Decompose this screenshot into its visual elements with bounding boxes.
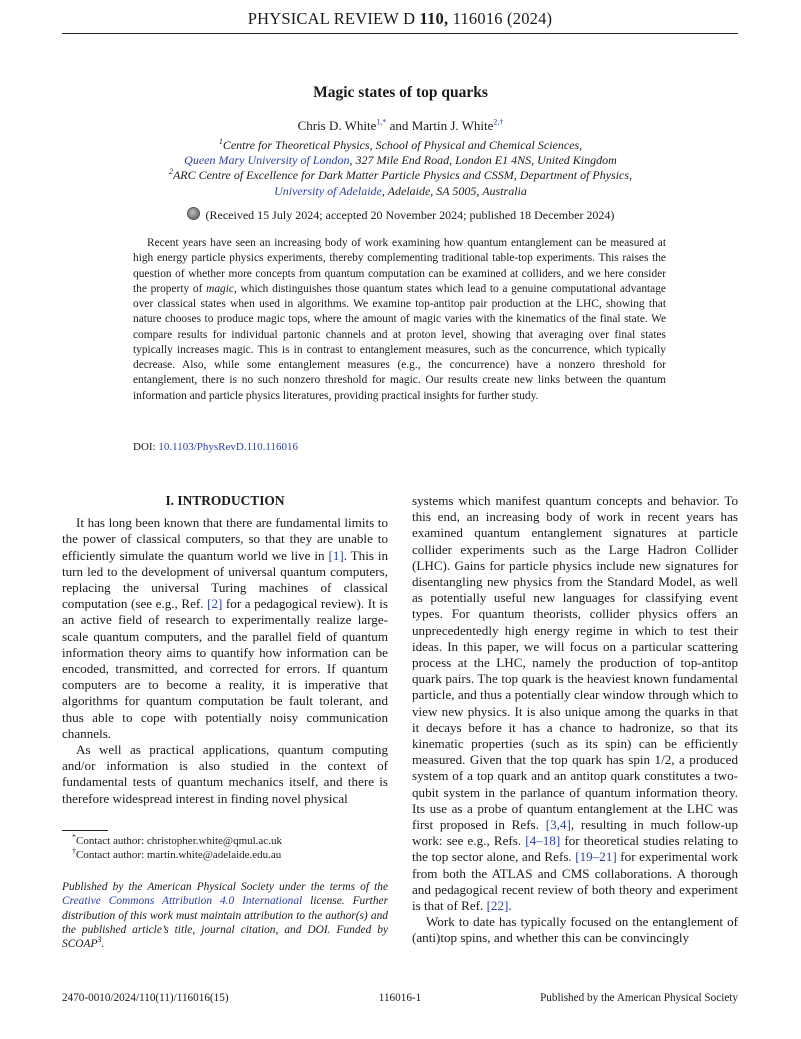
footnote-mark: *	[72, 832, 76, 842]
affiliation-1-mark: 1	[218, 137, 223, 146]
affiliation-2-line-2: , Adelaide, SA 5005, Australia	[381, 183, 527, 198]
citation-link[interactable]: [4–18]	[525, 833, 561, 849]
author-line	[0, 118, 801, 134]
footnotes	[62, 834, 388, 862]
paragraph: As well as practical applications, quantum computing and/or information is also studied in the context of fundamental tests of quantum mechanics itself, and there is therefore widespread interest in finding novel physical	[62, 742, 388, 806]
text-run: .	[508, 898, 512, 914]
footnote-mark: †	[72, 846, 76, 856]
paragraph	[62, 515, 388, 742]
author-1: Chris D. White	[297, 118, 377, 133]
citation-link[interactable]: [1]	[328, 547, 344, 563]
footnote-1: Contact author: christopher.white@qmul.ac.uk	[76, 835, 282, 847]
paper-title: Magic states of top quarks	[313, 84, 488, 101]
license-superscript: 3	[97, 935, 102, 945]
journal-volume: 110,	[419, 9, 449, 28]
author-2: Martin J. White	[411, 118, 494, 133]
text-run: for a pedagogical review). It is an active field of research to experimentally realize large-scale quantum computers, and the parallel field of quantum information theory aims to quantify how information can be encoded, transmitted, and corrected for errors. If quantum computers are to become a reality, it is imperative that algorithms for quantum computation be fault tolerant, and thus able to cope with potentially noisy communication channels.	[62, 596, 388, 741]
doi-label: DOI:	[133, 441, 156, 453]
text-run: for theoretical studies relating to the top sector alone, and Refs.	[412, 833, 738, 865]
abstract-part-1: Recent years have seen an increasing body of work examining how quantum entanglement can be measured at high energy particle physics experiments, thereby complementing traditional table-top experiments. This raises the question of whether more concepts from quantum computation can be examined at colliders, and we here consider the property of	[133, 237, 666, 295]
text-run: . This in turn led to the development of universal quantum computers, replacing the universal Turing machines of classical computation (see e.g., Ref.	[62, 547, 388, 612]
author-conjunction: and	[389, 118, 409, 133]
affiliation-2-mark: 2	[168, 167, 173, 177]
qmul-link[interactable]: Queen Mary University of London	[184, 153, 350, 168]
text-run: , resulting in much follow-up work: see e.g., Refs.	[412, 817, 738, 849]
citation-link[interactable]: [2]	[207, 596, 223, 612]
running-header	[62, 9, 738, 34]
received-text: (Received 15 July 2024; accepted 20 November 2024; published 18 December 2024)	[205, 208, 615, 222]
paragraph	[412, 493, 738, 914]
cc-license-link[interactable]: Creative Commons Attribution 4.0 International	[62, 895, 303, 908]
footnote-divider	[62, 830, 108, 831]
received-dates	[0, 207, 801, 223]
license-text: license. Further distribution of this work must maintain attribution to the author(s) and the published article’s title, journal citation, and DOI. Funded by SCOAP	[62, 895, 388, 951]
footer-publisher: Published by the American Physical Society	[540, 992, 738, 1004]
check-updates-icon[interactable]	[187, 207, 200, 220]
license-text: Published by the American Physical Society under the terms of the	[62, 881, 388, 893]
adelaide-link[interactable]: University of Adelaide	[274, 183, 382, 198]
article-number: 116016 (2024)	[452, 9, 553, 28]
license-text: .	[101, 938, 105, 951]
author-2-marks[interactable]: 2,†	[493, 117, 504, 127]
citation-link[interactable]: [22]	[486, 898, 509, 914]
affiliation-2-line-1: ARC Centre of Excellence for Dark Matter Particle Physics and CSSM, Department of Physics,	[172, 168, 633, 183]
author-1-marks[interactable]: 1,*	[376, 117, 387, 127]
doi-line	[133, 441, 298, 453]
citation-link[interactable]: [19–21]	[575, 849, 617, 865]
text-run: It has long been known that there are fundamental limits to the power of classical computers, so that they are unable to efficiently simulate the quantum world we live in	[62, 515, 388, 563]
citation-link[interactable]: [3,4]	[545, 817, 571, 833]
affiliations	[0, 138, 801, 199]
abstract-part-2: , which distinguishes those quantum states which lead to a genuine computational advantage over classical states when used in algorithms. We examine top-antitop pair production at the LHC, showing that nature chooses to produce magic tops, where the amount of magic varies with the kinematics of the final state. We compare results for individual partonic channels and at proton level, showing that averaging over final states typically increases magic. This is in contrast to entanglement measures, such as the concurrence, which typically decrease. Also, while some entanglement measures (e.g., the concurrence) have a nonzero threshold for entanglement, there is no such nonzero threshold for magic. Our results create new links between the quantum information and particle physics literatures, providing practical insights for further study.	[133, 282, 666, 402]
page-footer	[62, 992, 738, 1006]
section-heading: I. INTRODUCTION	[165, 493, 285, 508]
doi-link[interactable]: 10.1103/PhysRevD.110.116016	[158, 441, 299, 453]
footnote-2: Contact author: martin.white@adelaide.edu.au	[76, 849, 282, 861]
footer-page-number: 116016-1	[378, 992, 422, 1004]
license-notice	[62, 880, 388, 951]
abstract	[133, 236, 666, 404]
journal-name: PHYSICAL REVIEW D	[247, 9, 416, 28]
paragraph: Work to date has typically focused on the entanglement of (anti)top spins, and whether this can be convincingly	[412, 914, 738, 946]
affiliation-1-line-2: , 327 Mile End Road, London E1 4NS, United Kingdom	[349, 153, 617, 168]
abstract-magic-term: magic	[206, 282, 234, 295]
left-column	[62, 493, 388, 807]
text-run: for experimental work from both the ATLAS and CMS collaborations. A thorough and pedagogical recent review of both theory and experiment is that of Ref.	[412, 849, 738, 914]
right-column	[412, 493, 738, 947]
text-run: systems which manifest quantum concepts and behavior. To this end, an increasing body of work in recent years has examined quantum entanglement signatures at particle collider experiments such as the Large Hadron Collider (LHC). Gains for particle physics include new signatures for disentangling new physics from the Standard Model, as well as potentially useful new languages for classifying event types. For quantum theorists, collider physics offers an unprecedentedly high energy regime in which to test their ideas. In this paper, we will focus on a particular scattering process at the LHC, namely the production of top-antitop quark pairs. The top quark is the heaviest known fundamental particle, and thus a potentially clear window through which to view new physics. It is also unique among the quarks in that it decays before it has a chance to hadronize, so that its kinematic properties (such as its spin) can be efficiently measured. Given that the top quark has spin 1/2, a produced system of a top quark and an antitop quark constitutes a two-qubit system in the parlance of quantum information theory. Its use as a probe of quantum entanglement at the LHC was first proposed in Refs.	[412, 493, 738, 833]
affiliation-1-line-1: Centre for Theoretical Physics, School of Physical and Chemical Sciences,	[222, 138, 583, 152]
footer-issn: 2470-0010/2024/110(11)/116016(15)	[62, 992, 229, 1004]
